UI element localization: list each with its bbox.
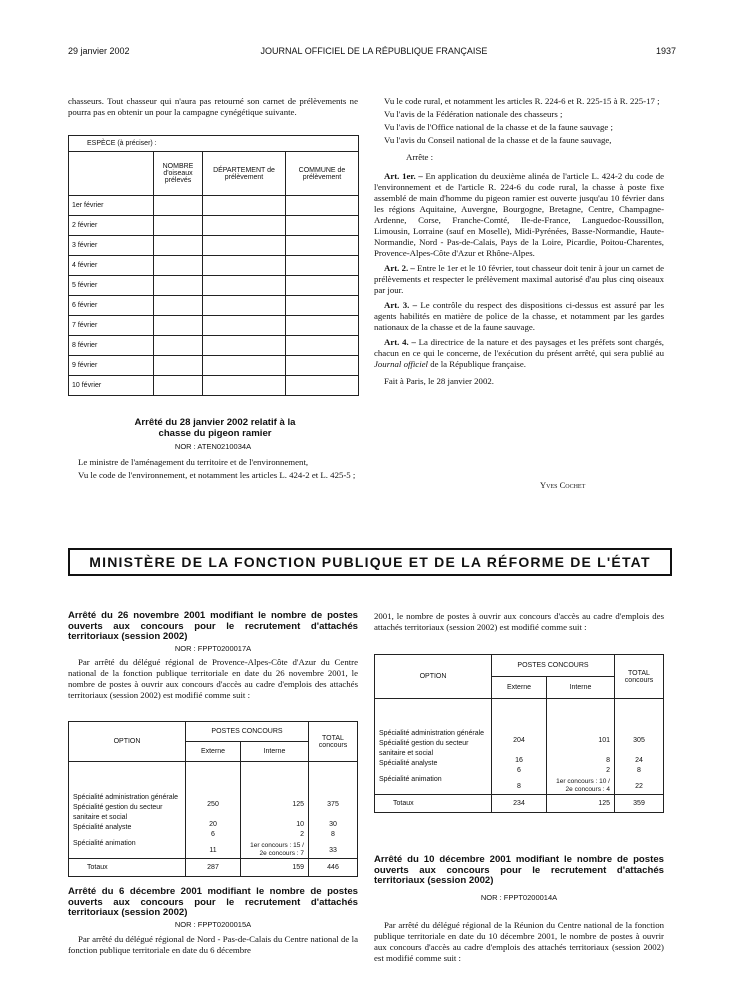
article-3-label: Art. 3. – — [384, 300, 418, 310]
form-cell — [154, 276, 203, 296]
article-3 — [374, 300, 664, 333]
article-1 — [374, 171, 664, 259]
arrete-6dec-text — [68, 934, 358, 958]
totaux-interne: 125 — [547, 795, 615, 813]
form-cell — [154, 196, 203, 216]
fait-a-paris: Fait à Paris, le 28 janvier 2002. — [384, 376, 494, 386]
total-animation: 22 — [635, 783, 643, 790]
header-date: 29 janvier 2002 — [68, 46, 130, 56]
th-total: TOTAL concours — [309, 722, 358, 762]
form-cell — [154, 216, 203, 236]
form-cell — [286, 356, 359, 376]
arrete-pigeon-title: Arrêté du 28 janvier 2002 relatif à la chasse du pigeon ramier — [134, 417, 296, 439]
interne-admin: 125 — [292, 801, 304, 808]
option-admin: Spécialité administration générale — [73, 794, 179, 801]
arrete-6dec-title: Arrêté du 6 décembre 2001 modifiant le nombre de postes ouverts aux concours pour le recrutement d'attachés territoriaux (session 2002) — [68, 886, 358, 918]
header-page-number: 1937 — [655, 46, 676, 56]
form-header-commune: COMMUNE de prélèvement — [286, 152, 359, 196]
continuation-paragraph: 2001, le nombre de postes à ouvrir aux concours d'accès au cadre d'emplois des attachés territoriaux (session 2002) est modifié comme suit : — [374, 611, 664, 632]
article-2 — [374, 263, 664, 296]
interne-animation: 1er concours : 15 / 2e concours : 7 — [250, 842, 304, 857]
vu-office-national: Vu l'avis de l'Office national de la chasse et de la faune sauvage ; — [384, 122, 613, 132]
option-animation: Spécialité animation — [379, 776, 442, 783]
form-header-nombre: NOMBRE d'oiseaux prélevés — [154, 152, 203, 196]
col-externe — [186, 762, 241, 859]
form-cell — [154, 316, 203, 336]
form-header-departement: DÉPARTEMENT de prélèvement — [203, 152, 286, 196]
arrete-26nov-paragraph: Par arrêté du délégué régional de Provence-Alpes-Côte d'Azur du Centre national de la fonction publique territoriale en date du 26 novembre 2001, le nombre de postes à ouvrir aux concours d'accès au cadre d'emplois des attachés territoriaux (session 2002) est modifié comme suit : — [68, 657, 358, 700]
intro-paragraph: chasseurs. Tout chasseur qui n'aura pas retourné son carnet de prélèvements ne pourra pas en obtenir un pour la campagne cynégétique suivante. — [68, 96, 358, 117]
arrete-6dec-nor: NOR : FPPT0200015A — [174, 920, 252, 929]
arrete-10dec-title: Arrêté du 10 décembre 2001 modifiant le nombre de postes ouverts aux concours pour le recrutement d'attachés territoriaux (session 2002) — [374, 854, 664, 886]
externe-analyste: 6 — [211, 831, 215, 838]
form-row-label: 1er février — [69, 196, 154, 216]
article-2-text: Entre le 1er et le 10 février, tout chasseur doit tenir à jour un carnet de prélèvements et respecter le prélèvement maximal autorisé d'au plus cinq oiseaux par jour. — [374, 263, 665, 295]
prelevement-form — [68, 135, 359, 396]
ministry-banner: MINISTÈRE DE LA FONCTION PUBLIQUE ET DE LA RÉFORME DE L'ÉTAT — [68, 548, 672, 576]
arrete-10dec-paragraph: Par arrêté du délégué régional de la Réunion du Centre national de la fonction publique territoriale en date du 10 décembre 2001, le nombre de postes à ouvrir aux concours d'accès au cadre d'emplois des attachés territoriaux (session 2002) est modifié comme suit : — [374, 920, 664, 963]
form-cell — [286, 376, 359, 396]
externe-admin: 250 — [207, 801, 219, 808]
th-interne: Interne — [241, 742, 309, 762]
form-cell — [286, 216, 359, 236]
total-admin: 375 — [327, 801, 339, 808]
arrete-pigeon-nor: NOR : ATEN0210034A — [174, 442, 252, 451]
th-total: TOTAL concours — [615, 655, 664, 699]
th-option: OPTION — [375, 655, 492, 699]
form-cell — [203, 216, 286, 236]
form-cell — [203, 236, 286, 256]
form-row-label: 10 février — [69, 376, 154, 396]
vu-code-rural: Vu le code rural, et notamment les articles R. 224-6 et R. 225-15 à R. 225-17 ; — [384, 96, 660, 106]
form-cell — [203, 296, 286, 316]
total-analyste: 8 — [637, 767, 641, 774]
externe-sanitaire: 20 — [209, 821, 217, 828]
form-cell — [286, 196, 359, 216]
col-interne — [241, 762, 309, 859]
totaux-total: 446 — [309, 859, 358, 877]
form-espece: ESPÈCE (à préciser) : — [69, 136, 359, 152]
form-cell — [154, 356, 203, 376]
total-sanitaire: 24 — [635, 757, 643, 764]
totaux-label: Totaux — [375, 795, 492, 813]
form-cell — [154, 376, 203, 396]
form-cell — [286, 316, 359, 336]
form-cell — [154, 256, 203, 276]
postes-table-nord — [374, 654, 664, 813]
totaux-externe: 287 — [186, 859, 241, 877]
form-header-blank — [69, 152, 154, 196]
totaux-total: 359 — [615, 795, 664, 813]
total-analyste: 8 — [331, 831, 335, 838]
th-postes: POSTES CONCOURS — [186, 722, 309, 742]
form-row-label: 8 février — [69, 336, 154, 356]
form-row-label: 2 février — [69, 216, 154, 236]
form-row-label: 5 février — [69, 276, 154, 296]
form-cell — [286, 276, 359, 296]
header-journal-title: JOURNAL OFFICIEL DE LA RÉPUBLIQUE FRANÇAISE — [260, 46, 488, 56]
arrete-26nov-title: Arrêté du 26 novembre 2001 modifiant le nombre de postes ouverts aux concours pour le recrutement d'attachés territoriaux (session 2002) — [68, 610, 358, 642]
col-total — [615, 699, 664, 795]
arrete-heading: Arrête : — [406, 152, 434, 162]
article-2-label: Art. 2. – — [384, 263, 415, 273]
option-analyste: Spécialité analyste — [379, 760, 438, 767]
th-interne: Interne — [547, 677, 615, 699]
form-cell — [203, 376, 286, 396]
option-analyste: Spécialité analyste — [73, 824, 132, 831]
form-cell — [286, 236, 359, 256]
article-4-end: de la République française. — [430, 359, 526, 369]
preamble-ministre: Le ministre de l'aménagement du territoire et de l'environnement, — [78, 457, 309, 467]
postes-table-paca — [68, 721, 358, 877]
interne-sanitaire: 8 — [606, 757, 610, 764]
option-sanitaire: Spécialité gestion du secteur sanitaire et social — [379, 740, 469, 757]
arrete-6dec-continuation — [374, 611, 664, 635]
option-admin: Spécialité administration générale — [379, 730, 485, 737]
externe-animation: 8 — [517, 783, 521, 790]
form-cell — [286, 296, 359, 316]
form-cell — [154, 296, 203, 316]
interne-admin: 101 — [598, 737, 610, 744]
form-cell — [203, 196, 286, 216]
form-cell — [203, 256, 286, 276]
arrete-26nov-text — [68, 657, 358, 703]
totaux-interne: 159 — [241, 859, 309, 877]
article-1-text: En application du deuxième alinéa de l'article L. 424-2 du code de l'environnement et de l'article R. 224-6 du code rural, la chasse à poste fixe assemblé de main d'homme du pigeon ramier est ouverte jusqu'au 10 février dans les régions Aquitaine, Auvergne, Bourgogne, Bretagne, Centre, Champagne-Ardenne, Corse, Franche-Comté, Ile-de-France, Languedoc-Roussillon, Limousin, Lorraine (sauf en Moselle), Midi-Pyrénées, Basse-Normandie, Haute-Normandie, Nord - Pas-de-Calais, Pays de la Loire, Picardie, Poitou-Charentes, Provence-Alpes-Côte d'Azur et Rhône-Alpes. — [374, 171, 664, 258]
th-option: OPTION — [69, 722, 186, 762]
interne-animation: 1er concours : 10 / 2e concours : 4 — [556, 778, 610, 793]
vu-federation: Vu l'avis de la Fédération nationale des chasseurs ; — [384, 109, 563, 119]
externe-sanitaire: 16 — [515, 757, 523, 764]
externe-analyste: 6 — [517, 767, 521, 774]
form-row-label: 3 février — [69, 236, 154, 256]
arrete-10dec-nor: NOR : FPPT0200014A — [480, 893, 558, 902]
form-cell — [203, 276, 286, 296]
totaux-label: Totaux — [69, 859, 186, 877]
total-sanitaire: 30 — [329, 821, 337, 828]
arrete-pigeon-preamble — [68, 457, 358, 483]
arrete-10dec-text — [374, 920, 664, 966]
form-cell — [203, 336, 286, 356]
total-animation: 33 — [329, 847, 337, 854]
interne-analyste: 2 — [300, 831, 304, 838]
externe-animation: 11 — [209, 847, 217, 854]
th-postes: POSTES CONCOURS — [492, 655, 615, 677]
form-cell — [203, 316, 286, 336]
arrete-6dec-paragraph: Par arrêté du délégué régional de Nord - Pas-de-Calais du Centre national de la fonction publique territoriale en date du 6 décembre — [68, 934, 358, 955]
col-option — [69, 762, 186, 859]
article-1-label: Art. 1er. – — [384, 171, 423, 181]
form-cell — [286, 336, 359, 356]
total-admin: 305 — [633, 737, 645, 744]
interne-analyste: 2 — [606, 767, 610, 774]
vu-conseil-national: Vu l'avis du Conseil national de la chasse et de la faune sauvage, — [384, 135, 612, 145]
article-4-label: Art. 4. – — [384, 337, 416, 347]
arrete-pigeon-body — [374, 96, 664, 389]
col-externe — [492, 699, 547, 795]
option-sanitaire: Spécialité gestion du secteur sanitaire et social — [73, 804, 163, 821]
externe-admin: 204 — [513, 737, 525, 744]
col-option — [375, 699, 492, 795]
form-row-label: 6 février — [69, 296, 154, 316]
article-4-journal: Journal officiel — [374, 359, 428, 369]
option-animation: Spécialité animation — [73, 840, 136, 847]
th-externe: Externe — [186, 742, 241, 762]
article-4 — [374, 337, 664, 370]
form-cell — [154, 336, 203, 356]
col-total — [309, 762, 358, 859]
signature: Yves Cochet — [540, 480, 586, 490]
article-4-text: La directrice de la nature et des paysages et les préfets sont chargés, chacun en ce qui le concerne, de l'exécution du présent arrêté, qui sera publié au — [374, 337, 665, 358]
col-interne — [547, 699, 615, 795]
interne-sanitaire: 10 — [296, 821, 304, 828]
arrete-26nov-nor: NOR : FPPT0200017A — [174, 644, 252, 653]
form-cell — [154, 236, 203, 256]
preamble-vu-code-env: Vu le code de l'environnement, et notamment les articles L. 424-2 et L. 425-5 ; — [78, 470, 356, 480]
form-cell — [203, 356, 286, 376]
form-row-label: 9 février — [69, 356, 154, 376]
form-row-label: 4 février — [69, 256, 154, 276]
totaux-externe: 234 — [492, 795, 547, 813]
form-cell — [286, 256, 359, 276]
th-externe: Externe — [492, 677, 547, 699]
article-3-text: Le contrôle du respect des dispositions ci-dessus est assuré par les agents habilités en matière de police de la chasse, et notamment par les gardes nationaux de la chasse et de la faune sauvage. — [374, 300, 665, 332]
form-row-label: 7 février — [69, 316, 154, 336]
